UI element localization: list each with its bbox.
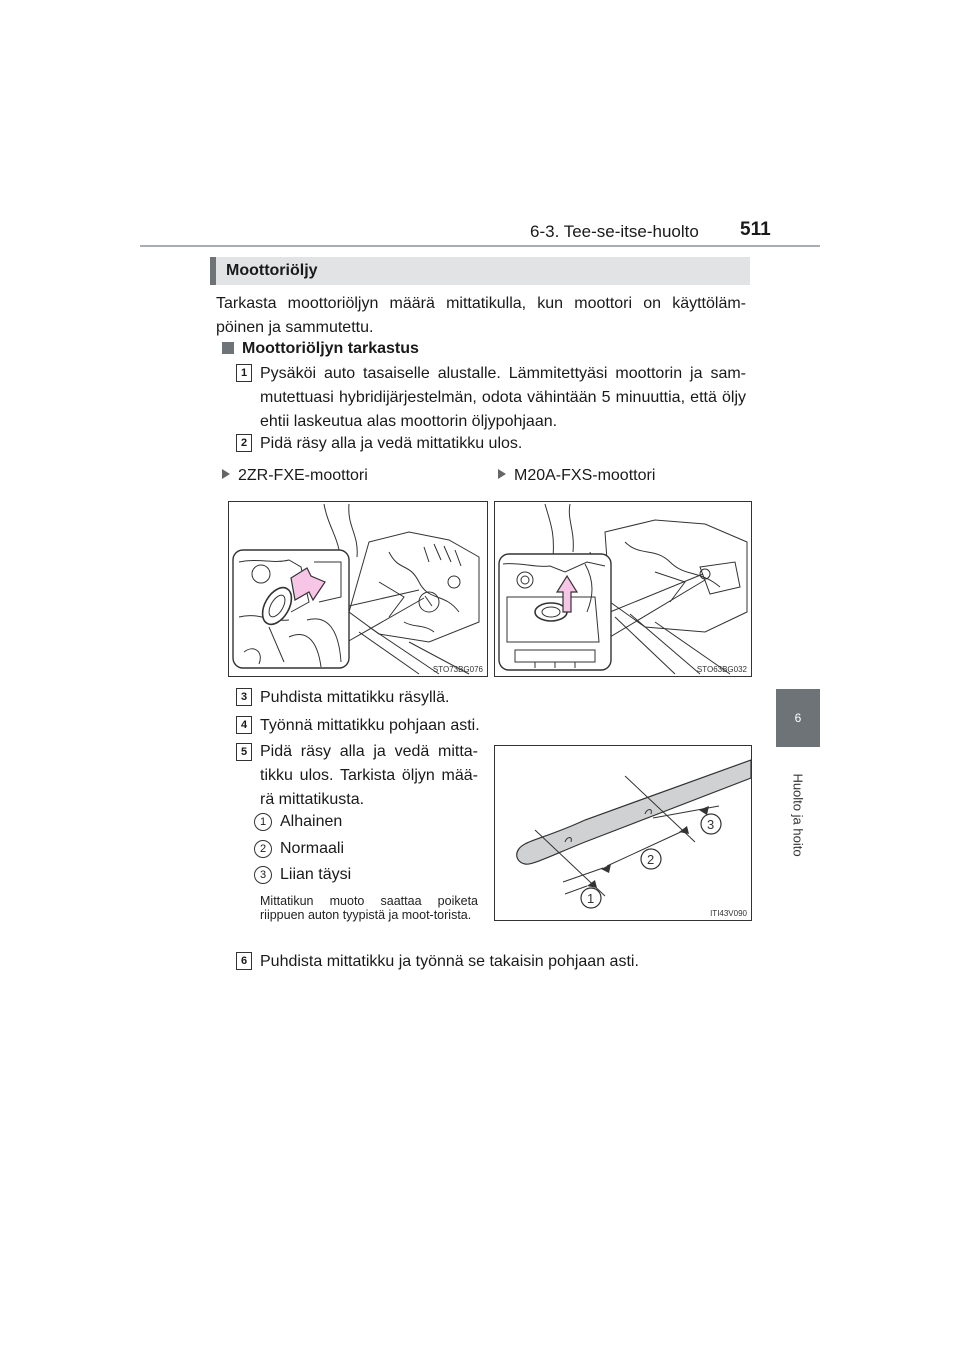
variant-label-2zr-text: 2ZR-FXE-moottori <box>238 467 368 484</box>
subheading <box>222 340 419 358</box>
step-number-3: 3 <box>236 688 252 706</box>
svg-text:1: 1 <box>587 891 595 906</box>
section-marker <box>210 257 216 285</box>
step-text-6: Puhdista mittatikku ja työnnä se takaisin pohjaan asti. <box>260 953 639 970</box>
level-number-3: 3 <box>254 866 272 884</box>
variant-label-m20a-text: M20A-FXS-moottori <box>514 467 656 484</box>
variant-label-m20a <box>498 467 655 485</box>
dipstick-illustration <box>495 746 751 920</box>
chapter-tab: 6 <box>776 689 820 747</box>
section-heading-bar <box>210 257 750 285</box>
step-number-4: 4 <box>236 716 252 734</box>
level-label-low: Alhainen <box>280 813 343 830</box>
section-title: Moottoriöljy <box>226 262 318 279</box>
svg-text:2: 2 <box>647 852 655 867</box>
level-label-normal: Normaali <box>280 840 345 857</box>
dipstick-note: Mittatikun muoto saattaa poiketa riippuen auton tyypistä ja moot-torista. <box>260 894 478 922</box>
figure-code-2zr: STO73BG076 <box>432 665 483 674</box>
step-number-1: 1 <box>236 364 252 382</box>
triangle-bullet-icon <box>498 469 506 479</box>
chapter-label <box>775 760 821 870</box>
step-number-5: 5 <box>236 743 252 761</box>
figure-code-m20a: STO63BG032 <box>696 665 747 674</box>
engine-illustration-2zr <box>229 502 487 676</box>
svg-text:3: 3 <box>707 817 715 832</box>
step-text-2: Pidä räsy alla ja vedä mittatikku ulos. <box>260 435 523 452</box>
subheading-text: Moottoriöljyn tarkastus <box>242 340 419 357</box>
page-number: 511 <box>740 219 771 240</box>
header-section-title: 6-3. Tee-se-itse-huolto <box>530 222 699 241</box>
dipstick-figure <box>494 745 752 921</box>
figure-code-dipstick: ITI43V090 <box>710 909 747 918</box>
square-bullet-icon <box>222 342 234 354</box>
engine-figure-m20a <box>494 501 752 677</box>
level-number-2: 2 <box>254 840 272 858</box>
level-label-too-full: Liian täysi <box>280 866 352 883</box>
step-number-6: 6 <box>236 952 252 970</box>
engine-figure-2zr <box>228 501 488 677</box>
level-number-1: 1 <box>254 813 272 831</box>
intro-paragraph: Tarkasta moottoriöljyn määrä mittatikulla, kun moottori on käyttöläm-pöinen ja sammutettu. <box>216 295 746 336</box>
step-number-2: 2 <box>236 434 252 452</box>
step-text-1: Pysäköi auto tasaiselle alustalle. Lämmitettyäsi moottorin ja sam-mutettuasi hybridijärjestelmän, odota vähintään 5 minuuttia, että öljy ehtii laskeutua alas moottorin öljypohjaan. <box>260 365 746 430</box>
variant-label-2zr <box>222 467 368 485</box>
engine-illustration-m20a <box>495 502 751 676</box>
step-text-5: Pidä räsy alla ja vedä mitta-tikku ulos. Tarkista öljyn mää-rä mittatikusta. <box>260 743 478 808</box>
step-text-3: Puhdista mittatikku räsyllä. <box>260 689 450 706</box>
step-text-4: Työnnä mittatikku pohjaan asti. <box>260 717 480 734</box>
header-divider <box>140 245 820 247</box>
chapter-label-text: Huolto ja hoito <box>790 773 806 857</box>
triangle-bullet-icon <box>222 469 230 479</box>
